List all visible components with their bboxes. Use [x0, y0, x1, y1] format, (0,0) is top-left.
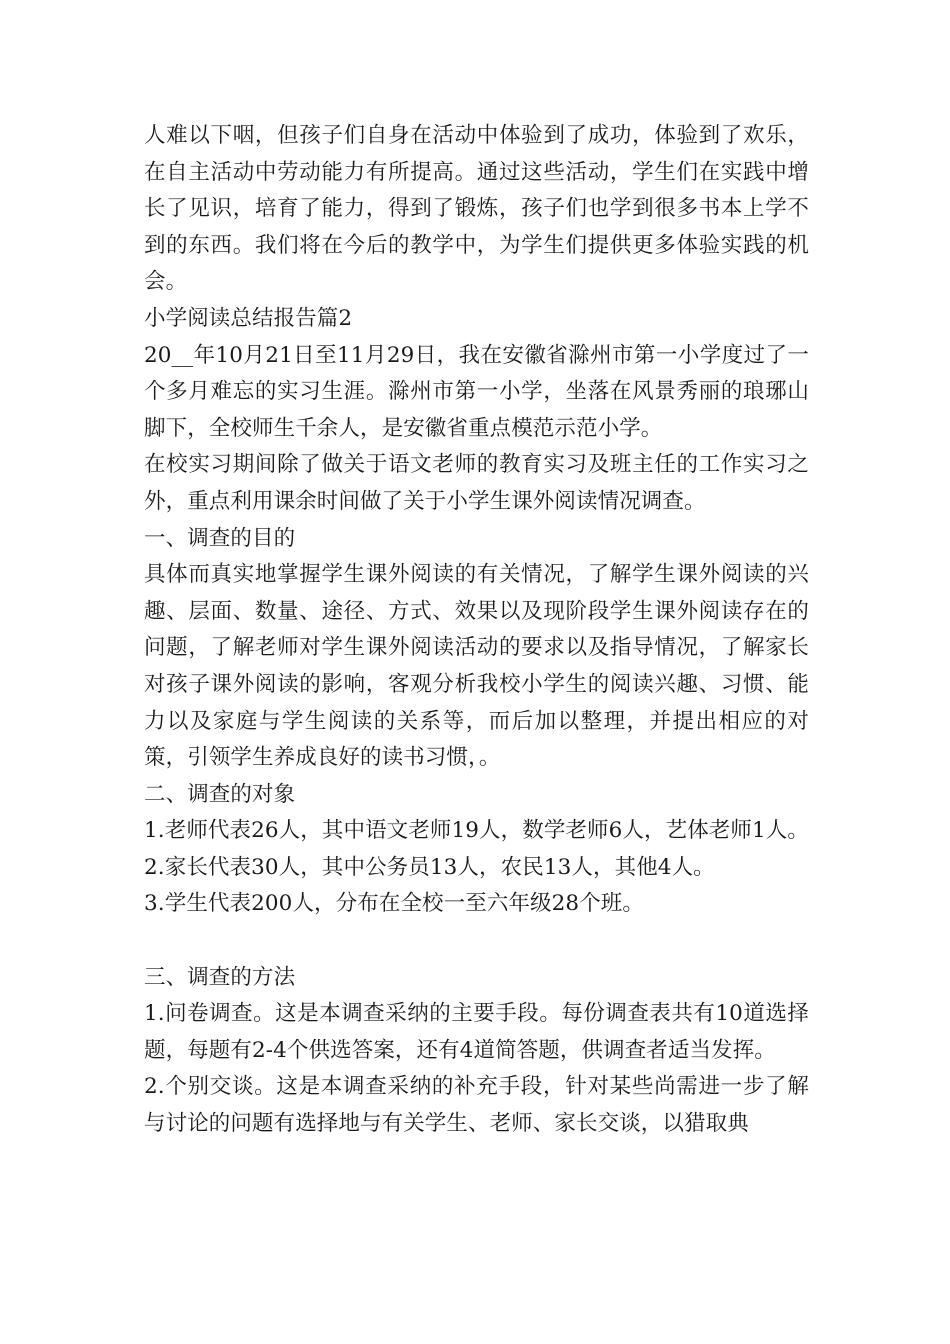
- paragraph-purpose: 具体而真实地掌握学生课外阅读的有关情况，了解学生课外阅读的兴趣、层面、数量、途径、方式、效果以及现阶段学生课外阅读存在的问题，了解老师对学生课外阅读活动的要求以及指导情况，了解家长对孩子课外阅读的影响，客观分析我校小学生的阅读兴趣、习惯、能力以及家庭与学生阅读的关系等，而后加以整理，并提出相应的对策，引领学生养成良好的读书习惯，。: [144, 562, 809, 771]
- section-heading-methods: 三、调查的方法: [144, 964, 296, 990]
- list-item-teachers: 1.老师代表26人，其中语文老师19人，数学老师6人，艺体老师1人。: [144, 818, 809, 844]
- blank-line: [144, 923, 809, 960]
- list-item-students: 3.学生代表200人，分布在全校一至六年级28个班。: [144, 891, 645, 917]
- section-heading-purpose: 一、调查的目的: [144, 525, 296, 551]
- list-item-questionnaire: 1.问卷调查。这是本调查采纳的主要手段。每份调查表共有10道选择题，每题有2-4个供选答案，还有4道简答题，供调查者适当发挥。: [144, 1001, 809, 1063]
- list-item-parents: 2.家长代表30人，其中公务员13人，农民13人，其他4人。: [144, 854, 715, 880]
- section-heading-subjects: 二、调查的对象: [144, 781, 296, 807]
- report-title: 小学阅读总结报告篇2: [144, 305, 353, 331]
- paragraph-intro-conclusion: 人难以下咽，但孩子们自身在活动中体验到了成功，体验到了欢乐，在自主活动中劳动能力有所提高。通过这些活动，学生们在实践中增长了见识，培育了能力，得到了锻炼，孩子们也学到很多书本上学不到的东西。我们将在今后的教学中，为学生们提供更多体验实践的机会。: [144, 123, 809, 295]
- document-body: [144, 118, 809, 1143]
- paragraph-survey-intro: 在校实习期间除了做关于语文老师的教育实习及班主任的工作实习之外，重点利用课余时间做了关于小学生课外阅读情况调查。: [144, 452, 809, 514]
- list-item-interview: 2.个别交谈。这是本调查采纳的补充手段，针对某些尚需进一步了解与讨论的问题有选择地与有关学生、老师、家长交谈，以猎取典: [144, 1074, 809, 1137]
- paragraph-internship-overview: 20__年10月21日至11月29日，我在安徽省滁州市第一小学度过了一个多月难忘的实习生涯。滁州市第一小学，坐落在风景秀丽的琅琊山脚下，全校师生千余人，是安徽省重点模范示范小学。: [144, 342, 809, 441]
